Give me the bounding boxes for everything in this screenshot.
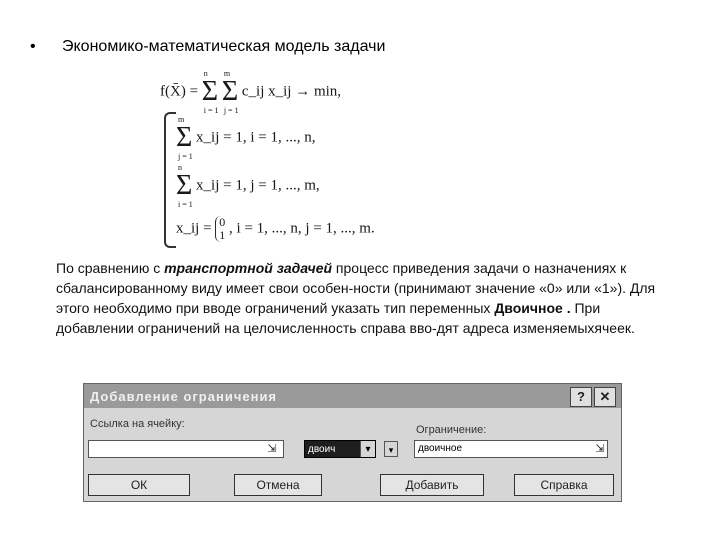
dialog-title: Добавление ограничения [90, 388, 278, 404]
sum-upper: m [223, 69, 231, 78]
cell-ref-label: Ссылка на ячейку: [90, 418, 185, 430]
paragraph-text: процесс приведения задачи о назначениях к сбалансированному виду имеет свои особен-ности (принимают значение «0» или «1»). Для этого необходимо при вводе ограничений указать тип переменных [56, 260, 656, 316]
constraint-input[interactable]: двоичное [414, 440, 608, 458]
binary-zero: 0 [219, 215, 226, 229]
sum-lower: i = 1 [203, 106, 219, 115]
cancel-button[interactable]: Отмена [234, 474, 322, 496]
sum-lower: j = 1 [178, 152, 193, 161]
constraint-3-rest: , i = 1, ..., n, j = 1, ..., m. [229, 220, 375, 237]
paragraph-text: По сравнению с [56, 260, 165, 276]
bullet-line [30, 38, 385, 56]
help-icon[interactable]: ? [570, 387, 592, 407]
operator-select[interactable] [304, 440, 376, 458]
dialog-titlebar [84, 384, 621, 408]
binary-set [215, 216, 225, 242]
collapse-range-icon[interactable]: ⇲ [267, 443, 277, 455]
sum-lower: j = 1 [223, 106, 239, 115]
paragraph-bold: Двоичное . [494, 300, 571, 316]
paragraph-emphasis: транспортной задачей [164, 260, 333, 276]
constraint-2-body: x_ij = 1, j = 1, ..., m, [196, 177, 320, 194]
sum-sign: Σ n i = 1 [176, 163, 193, 209]
system-brace [164, 112, 176, 248]
bullet-symbol: • [30, 38, 36, 55]
close-icon[interactable]: ✕ [594, 387, 616, 407]
constraint-row-3 [176, 216, 375, 242]
constraint-1-body: x_ij = 1, i = 1, ..., n, [196, 129, 316, 146]
cell-ref-input[interactable] [88, 440, 284, 458]
chevron-down-icon[interactable]: ▾ [384, 441, 398, 457]
sum-sign: Σ m j = 1 [221, 69, 239, 115]
constraint-row-1 [176, 115, 316, 161]
sum-lower: i = 1 [178, 200, 193, 209]
binary-one: 1 [219, 228, 226, 242]
objective-lhs: f(X̄) = [160, 83, 199, 100]
sum-sign: Σ m j = 1 [176, 115, 193, 161]
sum-sign: Σ n i = 1 [201, 69, 219, 115]
sum-upper: n [203, 69, 208, 78]
chevron-down-icon: ▾ [360, 441, 375, 457]
ok-button[interactable]: ОК [88, 474, 190, 496]
add-constraint-dialog [83, 383, 622, 502]
objective-row [160, 69, 342, 115]
description-paragraph [56, 258, 666, 338]
add-button[interactable]: Добавить [380, 474, 484, 496]
operator-value: двоич [308, 444, 336, 455]
constraint-label: Ограничение: [416, 424, 487, 436]
paragraph-text: При добавлении ограничений на целочисленность справа вво-дят адреса изменяемыхячеек. [56, 300, 635, 336]
constraint-row-2 [176, 163, 320, 209]
sum-upper: m [178, 115, 185, 124]
objective-rhs: c_ij x_ij → min, [241, 83, 342, 100]
formula-block [160, 64, 460, 254]
slide-heading: Экономико-математическая модель задачи [62, 38, 386, 55]
help-button[interactable]: Справка [514, 474, 614, 496]
constraint-3-lhs: x_ij = [176, 220, 212, 237]
collapse-range-icon[interactable]: ⇲ [595, 443, 605, 455]
sum-upper: n [178, 163, 182, 172]
